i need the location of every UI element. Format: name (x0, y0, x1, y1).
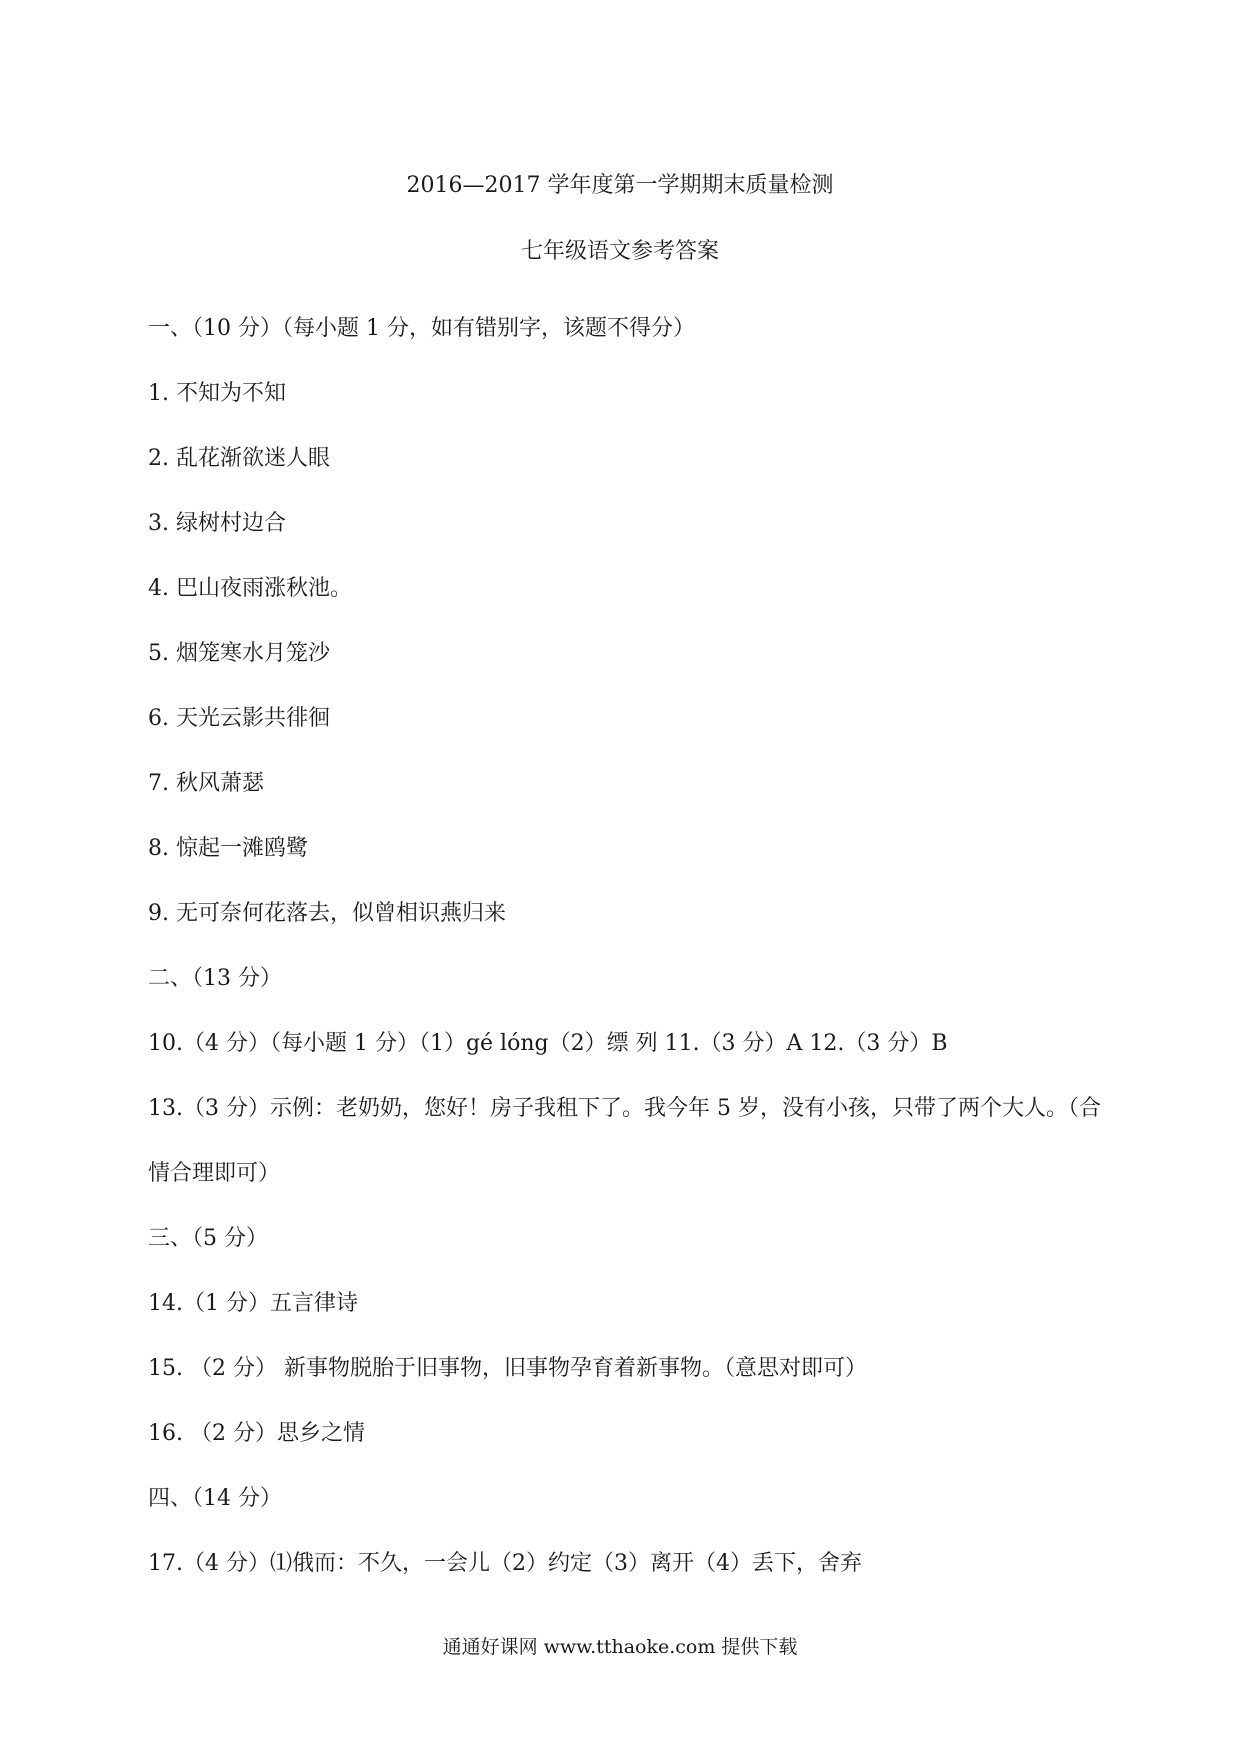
page-footer: 通通好课网 www.tthaoke.com 提供下载 (442, 1636, 798, 1658)
answer-line-13: 13.（3 分）示例：老奶奶，您好！房子我租下了。我今年 5 岁，没有小孩，只带了两个大人。（合 (148, 1096, 1101, 1121)
section-three-heading: 三、（5 分） (148, 1226, 268, 1251)
document-title: 2016—2017 学年度第一学期期末质量检测 (406, 173, 834, 198)
answer-line-16: 16. （2 分）思乡之情 (148, 1421, 365, 1446)
answer-line-14: 14.（1 分）五言律诗 (148, 1291, 358, 1316)
document-subtitle: 七年级语文参考答案 (520, 239, 719, 264)
answer-line-9: 9. 无可奈何花落去，似曾相识燕归来 (148, 901, 506, 926)
answer-line-1: 1. 不知为不知 (148, 381, 286, 406)
answer-line-17: 17.（4 分）⑴俄而：不久，一会儿（2）约定（3）离开（4）丢下，舍弃 (148, 1551, 862, 1576)
section-four-heading: 四、（14 分） (148, 1486, 282, 1511)
answer-line-15: 15. （2 分） 新事物脱胎于旧事物，旧事物孕育着新事物。（意思对即可） (148, 1356, 867, 1381)
answer-line-8: 8. 惊起一滩鸥鹭 (148, 836, 308, 861)
answer-line-3: 3. 绿树村边合 (148, 511, 286, 536)
answer-line-5: 5. 烟笼寒水月笼沙 (148, 641, 330, 666)
answer-line-7: 7. 秋风萧瑟 (148, 771, 264, 796)
section-one-heading: 一、（10 分）（每小题 1 分，如有错别字，该题不得分） (148, 316, 695, 341)
answer-line-10-12: 10.（4 分）（每小题 1 分）（1）gé lóng（2）缥 列 11.（3 分）A 12.（3 分）B (148, 1031, 948, 1056)
answer-line-2: 2. 乱花渐欲迷人眼 (148, 446, 330, 471)
answer-line-4: 4. 巴山夜雨涨秋池。 (148, 576, 352, 601)
answer-line-6: 6. 天光云影共徘徊 (148, 706, 330, 731)
answer-line-13-continued: 情合理即可） (148, 1161, 281, 1186)
section-two-heading: 二、（13 分） (148, 966, 282, 991)
